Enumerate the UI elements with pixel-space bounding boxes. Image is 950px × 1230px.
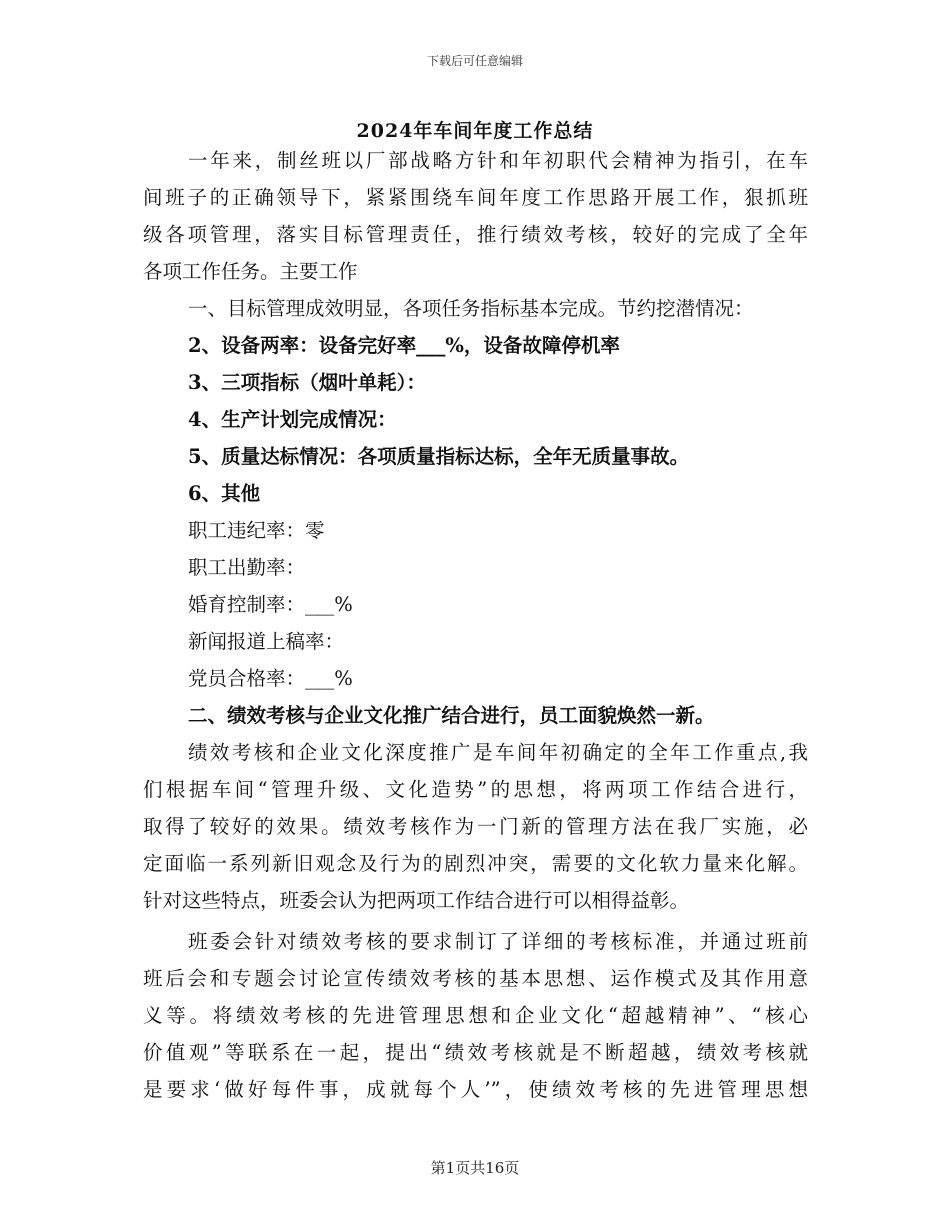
body-text-line: 班委会针对绩效考核的要求制订了详细的考核标准，并通过班前 [188, 930, 808, 953]
body-text-line: 婚育控制率：___% [188, 593, 353, 616]
body-text-line: 义等。将绩效考核的先进管理思想和企业文化“超越精神”、“核心 [143, 1004, 808, 1027]
body-text-line: 间班子的正确领导下，紧紧围绕车间年度工作思路开展工作，狠抓班 [143, 186, 808, 209]
body-text-line: 党员合格率：___% [188, 667, 353, 690]
body-text-line: 职工违纪率：零 [188, 519, 325, 542]
body-text-line: 各项工作任务。主要工作 [143, 260, 358, 283]
section-heading-line: 3、三项指标（烟叶单耗）： [188, 371, 426, 394]
body-text-line: 班后会和专题会讨论宣传绩效考核的基本思想、运作模式及其作用意 [143, 967, 808, 990]
body-text-line: 一年来，制丝班以厂部战略方针和年初职代会精神为指引，在车 [188, 149, 808, 172]
body-text-line: 定面临一系列新旧观念及行为的剧烈冲突，需要的文化软力量来化解。 [143, 852, 808, 875]
body-text-line: 职工出勤率： [188, 556, 306, 579]
section-heading-line: 5、质量达标情况：各项质量指标达标，全年无质量事故。 [188, 445, 690, 468]
body-text-line: 针对这些特点，班委会认为把两项工作结合进行可以相得益彰。 [143, 889, 690, 912]
document-body [143, 142, 808, 1108]
section-heading-line: 2、设备两率：设备完好率___%，设备故障停机率 [188, 334, 620, 357]
body-text-line: 是要求‘做好每件事，成就每个人’”，使绩效考核的先进管理思想 [143, 1078, 808, 1101]
body-text-line: 绩效考核和企业文化深度推广是车间年初确定的全年工作重点,我 [188, 741, 808, 764]
body-text-line: 一、目标管理成效明显，各项任务指标基本完成。节约挖潜情况： [188, 297, 754, 320]
body-text-line: 级各项管理，落实目标管理责任，推行绩效考核，较好的完成了全年 [143, 223, 808, 246]
section-heading-line: 二、绩效考核与企业文化推广结合进行，员工面貌焕然一新。 [188, 704, 715, 727]
body-text-line: 价值观”等联系在一起，提出“绩效考核就是不断超越，绩效考核就 [143, 1041, 808, 1064]
body-text-line: 取得了较好的效果。绩效考核作为一门新的管理方法在我厂实施，必 [143, 815, 808, 838]
body-text-line: 新闻报道上稿率： [188, 630, 345, 653]
header-note: 下载后可任意编辑 [426, 54, 523, 68]
document-title: 2024年车间年度工作总结 [356, 120, 594, 142]
body-text-line: 们根据车间“管理升级、文化造势”的思想，将两项工作结合进行， [143, 778, 808, 801]
section-heading-line: 6、其他 [188, 482, 261, 505]
section-heading-line: 4、生产计划完成情况： [188, 408, 397, 431]
page-number: 第1页共16页 [430, 1159, 520, 1177]
